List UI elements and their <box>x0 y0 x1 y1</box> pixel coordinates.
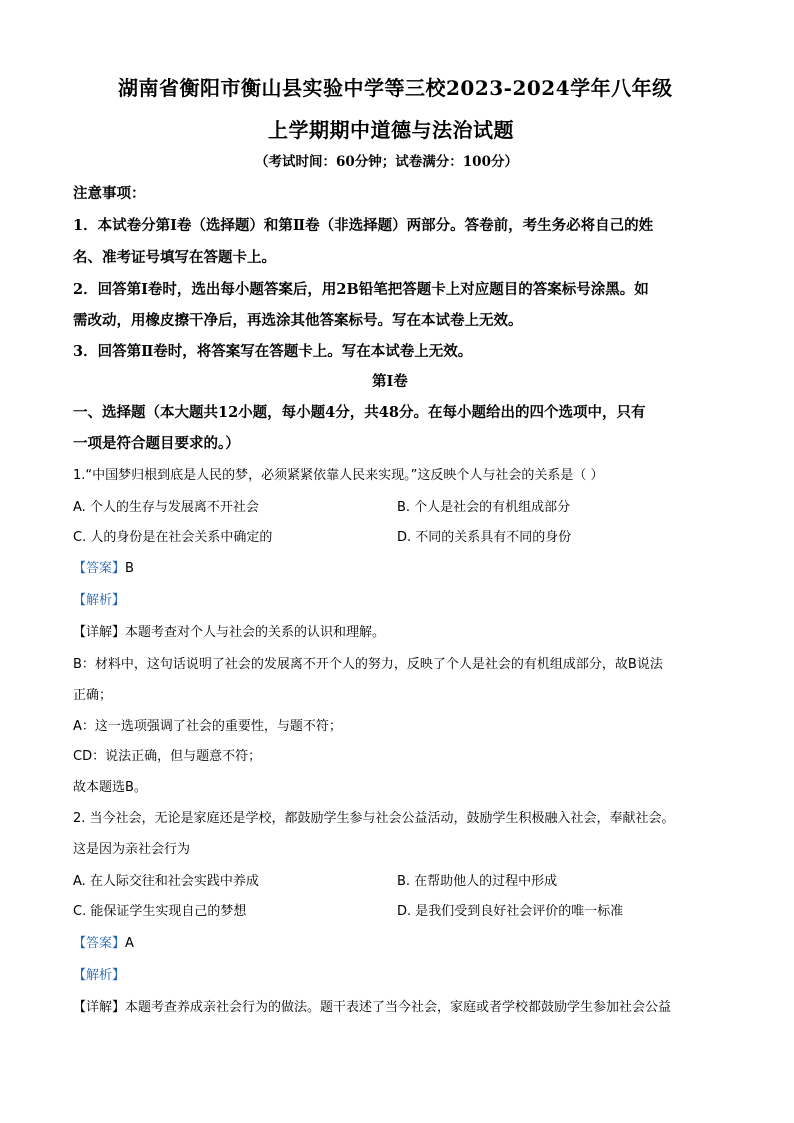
note-1-line-1: 1．本试卷分第Ⅰ卷（选择题）和第Ⅱ卷（非选择题）两部分。答卷前，考生务必将自己的姓 <box>73 217 654 234</box>
q1-answer-line <box>73 557 134 577</box>
exam-info: （考试时间：60分钟；试卷满分：100分） <box>255 154 518 170</box>
volume-heading: 第Ⅰ卷 <box>372 373 408 390</box>
q2-stem-line-2: 这是因为亲社会行为 <box>73 842 191 857</box>
note-2-line-1: 2．回答第Ⅰ卷时，选出每小题答案后，用2B铅笔把答题卡上对应题目的答案标号涂黑。如 <box>73 281 649 298</box>
notes-heading: 注意事项： <box>73 185 146 202</box>
q2-option-a: A. 在人际交往和社会实践中养成 <box>73 874 259 889</box>
q1-option-d: D. 不同的关系具有不同的身份 <box>397 530 572 545</box>
q1-option-c: C. 人的身份是在社会关系中确定的 <box>73 530 273 545</box>
q1-stem: 1.“中国梦归根到底是人民的梦，必须紧紧依靠人民来实现。”这反映个人与社会的关系是（ ） <box>73 468 604 483</box>
q2-detail-line <box>73 996 671 1016</box>
part-1-heading-line-2: 一项是符合题目要求的。） <box>73 435 240 452</box>
q2-analysis-tag: 【解析】 <box>73 968 126 983</box>
detail-tag: 【详解】 <box>73 1000 126 1015</box>
part-1-heading-line-1: 一、选择题（本大题共12小题，每小题4分，共48分。在每小题给出的四个选项中，只有 <box>73 404 646 421</box>
q1-explanation-4: 故本题选B。 <box>73 780 147 795</box>
q1-option-b: B. 个人是社会的有机组成部分 <box>397 500 571 515</box>
q1-explanation-1a: B：材料中，这句话说明了社会的发展离不开个人的努力，反映了个人是社会的有机组成部分，故B说法 <box>73 657 663 672</box>
answer-tag: 【答案】 <box>73 561 126 576</box>
q1-option-a: A. 个人的生存与发展离不开社会 <box>73 500 259 515</box>
q1-explanation-1b: 正确； <box>73 688 113 703</box>
q2-option-b: B. 在帮助他人的过程中形成 <box>397 874 558 889</box>
q1-explanation-2: A：这一选项强调了社会的重要性，与题不符； <box>73 719 342 734</box>
q1-explanation-3: CD：说法正确，但与题意不符； <box>73 749 262 764</box>
note-3: 3．回答第Ⅱ卷时，将答案写在答题卡上。写在本试卷上无效。 <box>73 343 473 360</box>
q2-stem-line-1: 2. 当今社会，无论是家庭还是学校，都鼓励学生参与社会公益活动，鼓励学生积极融入社会，奉献社会。 <box>73 811 675 826</box>
q1-answer: B <box>125 561 134 576</box>
q2-answer-line <box>73 932 134 952</box>
q1-detail-line <box>73 621 385 641</box>
q1-analysis-tag: 【解析】 <box>73 593 126 608</box>
note-1-line-2: 名、准考证号填写在答题卡上。 <box>73 249 276 266</box>
q2-option-d: D. 是我们受到良好社会评价的唯一标准 <box>397 904 624 919</box>
q2-answer: A <box>125 936 134 951</box>
q2-detail: 本题考查养成亲社会行为的做法。题干表述了当今社会，家庭或者学校都鼓励学生参加社会公益 <box>125 1000 672 1015</box>
title-line-1: 湖南省衡阳市衡山县实验中学等三校2023-2024学年八年级 <box>118 76 673 100</box>
title-line-2: 上学期期中道德与法治试题 <box>268 118 514 142</box>
q1-detail: 本题考查对个人与社会的关系的认识和理解。 <box>125 625 386 640</box>
q2-option-c: C. 能保证学生实现自己的梦想 <box>73 904 247 919</box>
answer-tag: 【答案】 <box>73 936 126 951</box>
note-2-line-2: 需改动，用橡皮擦干净后，再选涂其他答案标号。写在本试卷上无效。 <box>73 312 523 329</box>
detail-tag: 【详解】 <box>73 625 126 640</box>
